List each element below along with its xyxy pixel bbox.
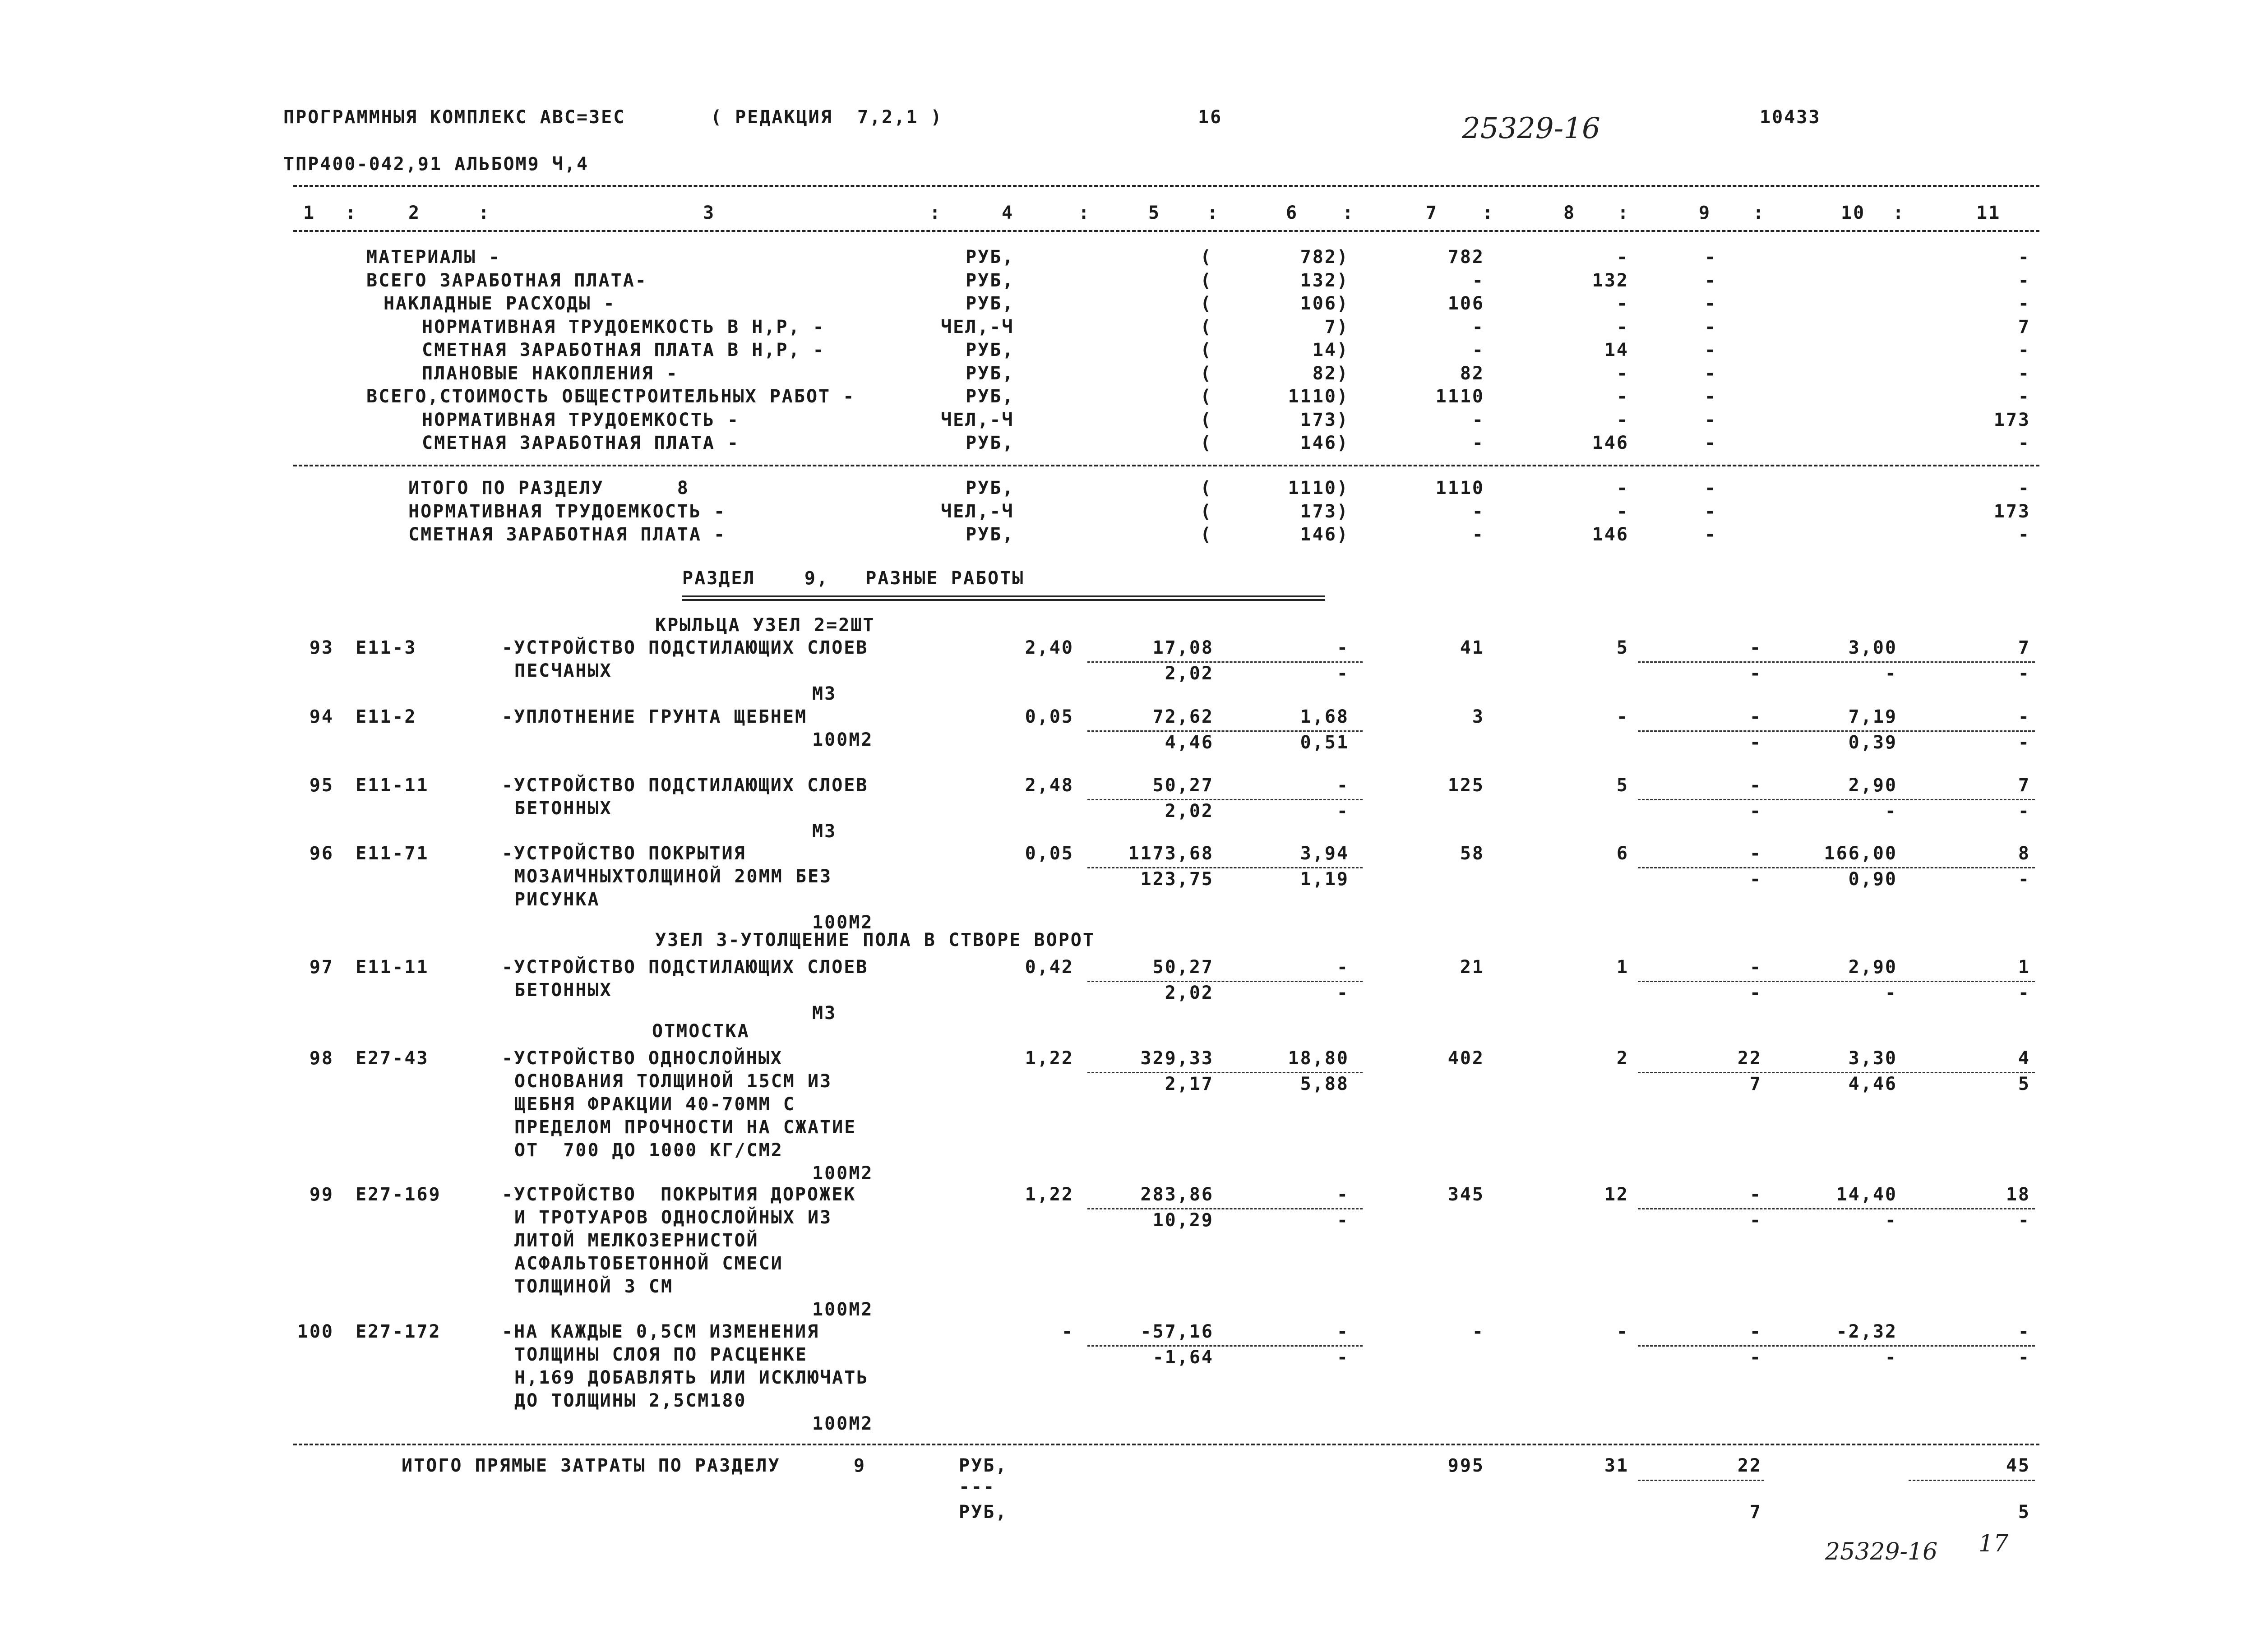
- paren-open: (: [1200, 501, 1213, 522]
- page-number: 16: [1198, 107, 1223, 128]
- paren-open: (: [1200, 478, 1213, 498]
- column-number: 10: [1841, 203, 1866, 223]
- final-total-dash: ---: [959, 1477, 996, 1497]
- item-machine-price-wages: -: [1336, 1347, 1349, 1368]
- item-col9-wages: -: [1749, 869, 1762, 890]
- item-description: И ТРОТУАРОВ ОДНОСЛОЙНЫХ ИЗ: [514, 1207, 832, 1228]
- final-total-label: ИТОГО ПРЯМЫЕ ЗАТРАТЫ ПО РАЗДЕЛУ 9: [402, 1455, 866, 1476]
- item-unit-price: 329,33: [1140, 1048, 1214, 1069]
- summary-col6: 82): [1312, 363, 1349, 384]
- item-code: Е27-172: [356, 1321, 441, 1342]
- item-col11-wages: -: [2018, 801, 2030, 821]
- column-number: 3: [703, 203, 716, 223]
- total-col11: -: [2018, 478, 2030, 498]
- item-col7: 41: [1460, 637, 1484, 658]
- item-description: ТОЛЩИНЫ СЛОЯ ПО РАСЦЕНКЕ: [514, 1344, 808, 1365]
- item-col7: 402: [1447, 1048, 1484, 1069]
- item-description: БЕТОННЫХ: [514, 980, 612, 1001]
- summary-label: НОРМАТИВНАЯ ТРУДОЕМКОСТЬ В Н,Р, -: [422, 316, 825, 337]
- summary-unit: ЧЕЛ,-Ч: [941, 409, 1014, 430]
- column-number: 4: [1002, 203, 1014, 223]
- item-col11: 8: [2018, 843, 2030, 864]
- item-code: Е11-2: [356, 706, 417, 727]
- final-total-unit: РУБ,: [959, 1455, 1008, 1476]
- item-description: -УСТРОЙСТВО ОДНОСЛОЙНЫХ: [502, 1048, 783, 1069]
- item-machine-price: -: [1336, 1184, 1349, 1205]
- summary-col11: -: [2018, 293, 2030, 314]
- item-col8: 12: [1604, 1184, 1629, 1205]
- total-col6: 173): [1300, 501, 1349, 522]
- summary-label: СМЕТНАЯ ЗАРАБОТНАЯ ПЛАТА В Н,Р, -: [422, 340, 825, 360]
- item-description: ТОЛЩИНОЙ 3 СМ: [514, 1276, 674, 1297]
- final-subrule-11: [1909, 1480, 2035, 1481]
- item-col10-wages: 4,46: [1848, 1074, 1897, 1094]
- summary-col7: 106: [1447, 293, 1484, 314]
- item-number: 99: [309, 1184, 334, 1205]
- total-col6: 146): [1300, 524, 1349, 545]
- item-unit-price: -57,16: [1140, 1321, 1214, 1342]
- item-col11: 4: [2018, 1048, 2030, 1069]
- item-unit-price: 50,27: [1152, 775, 1214, 796]
- item-quantity: 0,42: [1025, 957, 1074, 978]
- item-col11: -: [2018, 706, 2030, 727]
- item-col9: -: [1749, 957, 1762, 978]
- item-quantity: 1,22: [1025, 1048, 1074, 1069]
- summary-col7: 1110: [1435, 386, 1484, 407]
- total-unit: РУБ,: [966, 478, 1015, 498]
- item-unit-price-wages: 2,02: [1165, 663, 1214, 684]
- paren-open: (: [1200, 293, 1213, 314]
- item-col10-wages: -: [1885, 663, 1897, 684]
- item-number: 100: [297, 1321, 334, 1342]
- header-rule-top: [293, 185, 2039, 187]
- total-col8: -: [1616, 478, 1629, 498]
- item-col8: 6: [1616, 843, 1629, 864]
- total-unit: РУБ,: [966, 524, 1015, 545]
- summary-col9: -: [1704, 363, 1717, 384]
- summary-col6: 782): [1300, 247, 1349, 268]
- item-col11: -: [2018, 1321, 2030, 1342]
- total-col9: -: [1704, 501, 1717, 522]
- final-col7: 995: [1447, 1455, 1484, 1476]
- item-description: -УСТРОЙСТВО ПОКРЫТИЯ: [502, 843, 746, 864]
- paren-open: (: [1200, 386, 1213, 407]
- summary-unit: РУБ,: [966, 340, 1015, 360]
- column-separator: :: [1342, 203, 1355, 223]
- item-col10: 3,30: [1848, 1048, 1897, 1069]
- summary-label: ВСЕГО ЗАРАБОТНАЯ ПЛАТА-: [366, 270, 647, 291]
- summary-col8: -: [1616, 363, 1629, 384]
- handwritten-doc-code: 25329-16: [1462, 112, 1600, 145]
- item-machine-price-wages: -: [1336, 1210, 1349, 1231]
- summary-unit: ЧЕЛ,-Ч: [941, 316, 1014, 337]
- item-description: -НА КАЖДЫЕ 0,5СМ ИЗМЕНЕНИЯ: [502, 1321, 820, 1342]
- item-description: ОТ 700 ДО 1000 КГ/СМ2: [514, 1140, 783, 1161]
- paren-open: (: [1200, 247, 1213, 268]
- item-col9-wages: -: [1749, 663, 1762, 684]
- summary-unit: РУБ,: [966, 433, 1015, 453]
- total-label: ИТОГО ПО РАЗДЕЛУ 8: [408, 478, 689, 498]
- summary-col8: -: [1616, 409, 1629, 430]
- total-col7: -: [1472, 524, 1484, 545]
- section-title-underline: [682, 595, 1325, 601]
- item-col11-wages: 5: [2018, 1074, 2030, 1094]
- item-col10: -2,32: [1836, 1321, 1897, 1342]
- item-col10-wages: 0,39: [1848, 732, 1897, 753]
- item-col9: -: [1749, 775, 1762, 796]
- item-description: -УСТРОЙСТВО ПОКРЫТИЯ ДОРОЖЕК: [502, 1184, 856, 1205]
- item-col9: -: [1749, 637, 1762, 658]
- item-machine-price: 18,80: [1288, 1048, 1349, 1069]
- summary-col6: 7): [1324, 316, 1349, 337]
- item-col11-wages: -: [2018, 1347, 2030, 1368]
- item-machine-price: 3,94: [1300, 843, 1349, 864]
- summary-col9: -: [1704, 316, 1717, 337]
- album-reference: ТПР400-042,91 АЛЬБОМ9 Ч,4: [283, 154, 589, 175]
- item-col7: -: [1472, 1321, 1484, 1342]
- column-separator: :: [345, 203, 358, 223]
- item-unit: 100М2: [812, 912, 874, 933]
- summary-col8: 146: [1592, 433, 1629, 453]
- item-quantity: 0,05: [1025, 706, 1074, 727]
- paren-open: (: [1200, 340, 1213, 360]
- item-description: -УСТРОЙСТВО ПОДСТИЛАЮЩИХ СЛОЕВ: [502, 637, 869, 658]
- summary-col9: -: [1704, 270, 1717, 291]
- summary-col6: 173): [1300, 409, 1349, 430]
- item-quantity: 1,22: [1025, 1184, 1074, 1205]
- item-machine-price: -: [1336, 1321, 1349, 1342]
- item-col9: -: [1749, 1184, 1762, 1205]
- item-machine-price-wages: 1,19: [1300, 869, 1349, 890]
- item-description: ЩЕБНЯ ФРАКЦИИ 40-70ММ С: [514, 1094, 795, 1115]
- total-col6: 1110): [1288, 478, 1349, 498]
- total-label: СМЕТНАЯ ЗАРАБОТНАЯ ПЛАТА -: [408, 524, 726, 545]
- item-col10-wages: -: [1885, 983, 1897, 1003]
- item-col11: 1: [2018, 957, 2030, 978]
- item-col10-wages: -: [1885, 1347, 1897, 1368]
- item-description: Н,169 ДОБАВЛЯТЬ ИЛИ ИСКЛЮЧАТЬ: [514, 1367, 869, 1388]
- summary-col9: -: [1704, 386, 1717, 407]
- item-col9: 22: [1737, 1048, 1762, 1069]
- item-col11-wages: -: [2018, 1210, 2030, 1231]
- item-description: ПЕСЧАНЫХ: [514, 660, 612, 681]
- subhead-otmostka: ОТМОСТКА: [652, 1021, 750, 1042]
- total-col11: 173: [1993, 501, 2030, 522]
- item-unit-price: 50,27: [1152, 957, 1214, 978]
- item-quantity: -: [1061, 1321, 1074, 1342]
- column-separator: :: [1893, 203, 1905, 223]
- summary-col7: -: [1472, 316, 1484, 337]
- item-description: ОСНОВАНИЯ ТОЛЩИНОЙ 15СМ ИЗ: [514, 1071, 832, 1092]
- paren-open: (: [1200, 524, 1213, 545]
- item-unit-price: 17,08: [1152, 637, 1214, 658]
- footer-handwritten-code: 25329-16: [1825, 1538, 1938, 1565]
- item-col9: -: [1749, 843, 1762, 864]
- item-description: РИСУНКА: [514, 889, 600, 910]
- item-code: Е11-71: [356, 843, 429, 864]
- item-unit-price-wages: 2,02: [1165, 983, 1214, 1003]
- item-col9-wages: -: [1749, 801, 1762, 821]
- item-unit-price-wages: 10,29: [1152, 1210, 1214, 1231]
- item-description: АСФАЛЬТОБЕТОННОЙ СМЕСИ: [514, 1253, 783, 1274]
- item-col11-wages: -: [2018, 983, 2030, 1003]
- item-quantity: 2,48: [1025, 775, 1074, 796]
- summary-col7: 782: [1447, 247, 1484, 268]
- item-unit-price: 1173,68: [1128, 843, 1214, 864]
- item-unit-price-wages: 2,17: [1165, 1074, 1214, 1094]
- item-col10-wages: -: [1885, 801, 1897, 821]
- item-col9-wages: -: [1749, 983, 1762, 1003]
- summary-label: ПЛАНОВЫЕ НАКОПЛЕНИЯ -: [422, 363, 679, 384]
- summary-col11: -: [2018, 363, 2030, 384]
- item-col11-wages: -: [2018, 732, 2030, 753]
- column-separator: :: [929, 203, 942, 223]
- item-unit: 100М2: [812, 1299, 874, 1320]
- item-col9-wages: -: [1749, 1347, 1762, 1368]
- item-description: ДО ТОЛЩИНЫ 2,5СМ180: [514, 1390, 747, 1411]
- summary-col8: 132: [1592, 270, 1629, 291]
- item-col11-wages: -: [2018, 663, 2030, 684]
- item-machine-price-wages: 5,88: [1300, 1074, 1349, 1094]
- item-unit-price: 283,86: [1140, 1184, 1214, 1205]
- item-unit-price: 72,62: [1152, 706, 1214, 727]
- item-col7: 125: [1447, 775, 1484, 796]
- item-machine-price-wages: -: [1336, 663, 1349, 684]
- total-col8: -: [1616, 501, 1629, 522]
- item-machine-price: 1,68: [1300, 706, 1349, 727]
- item-col10: 3,00: [1848, 637, 1897, 658]
- section-title: РАЗДЕЛ 9, РАЗНЫЕ РАБОТЫ: [682, 568, 1025, 589]
- summary-col11: -: [2018, 270, 2030, 291]
- item-col8: -: [1616, 706, 1629, 727]
- summary-col7: 82: [1460, 363, 1484, 384]
- summary-col9: -: [1704, 433, 1717, 453]
- item-code: Е27-43: [356, 1048, 429, 1069]
- summary-col8: -: [1616, 316, 1629, 337]
- total-col9: -: [1704, 524, 1717, 545]
- item-col10: 7,19: [1848, 706, 1897, 727]
- total-col7: -: [1472, 501, 1484, 522]
- item-col8: 5: [1616, 775, 1629, 796]
- summary-label: СМЕТНАЯ ЗАРАБОТНАЯ ПЛАТА -: [422, 433, 740, 453]
- total-col8: 146: [1592, 524, 1629, 545]
- summary-unit: РУБ,: [966, 270, 1015, 291]
- summary-label: ВСЕГО,СТОИМОСТЬ ОБЩЕСТРОИТЕЛЬНЫХ РАБОТ -: [366, 386, 855, 407]
- item-machine-price: -: [1336, 957, 1349, 978]
- summary-col7: -: [1472, 409, 1484, 430]
- summary-col8: -: [1616, 247, 1629, 268]
- item-col10: 2,90: [1848, 957, 1897, 978]
- item-unit: М3: [812, 683, 837, 704]
- summary-label: НАКЛАДНЫЕ РАСХОДЫ -: [384, 293, 616, 314]
- item-description: -УСТРОЙСТВО ПОДСТИЛАЮЩИХ СЛОЕВ: [502, 775, 869, 796]
- summary-col6: 14): [1312, 340, 1349, 360]
- column-number: 9: [1699, 203, 1711, 223]
- total-col9: -: [1704, 478, 1717, 498]
- final-col8: 31: [1604, 1455, 1629, 1476]
- summary-col6: 106): [1300, 293, 1349, 314]
- summary-col9: -: [1704, 340, 1717, 360]
- column-separator: :: [1753, 203, 1766, 223]
- item-unit-price-wages: -1,64: [1152, 1347, 1214, 1368]
- item-description: БЕТОННЫХ: [514, 798, 612, 819]
- item-quantity: 2,40: [1025, 637, 1074, 658]
- summary-col8: -: [1616, 386, 1629, 407]
- item-col8: 2: [1616, 1048, 1629, 1069]
- item-number: 98: [309, 1048, 334, 1069]
- summary-col8: 14: [1604, 340, 1629, 360]
- item-code: Е11-3: [356, 637, 417, 658]
- paren-open: (: [1200, 433, 1213, 453]
- item-col11: 7: [2018, 775, 2030, 796]
- summary-col7: -: [1472, 270, 1484, 291]
- item-number: 94: [309, 706, 334, 727]
- summary-label: МАТЕРИАЛЫ -: [366, 247, 501, 268]
- column-separator: :: [1078, 203, 1091, 223]
- final-col9-wages: 7: [1749, 1502, 1762, 1523]
- summary-col6: 1110): [1288, 386, 1349, 407]
- column-separator: :: [1482, 203, 1495, 223]
- summary-col7: -: [1472, 340, 1484, 360]
- column-separator: :: [1618, 203, 1630, 223]
- summary-col11: -: [2018, 247, 2030, 268]
- column-number: 7: [1426, 203, 1438, 223]
- final-rule: [293, 1444, 2039, 1445]
- final-col11: 45: [2006, 1455, 2030, 1476]
- column-number: 2: [408, 203, 421, 223]
- item-col7: 345: [1447, 1184, 1484, 1205]
- column-separator: :: [478, 203, 491, 223]
- subhead-krylca: КРЫЛЬЦА УЗЕЛ 2=2ШТ: [655, 615, 875, 636]
- summary-col6: 132): [1300, 270, 1349, 291]
- column-separator: :: [1207, 203, 1220, 223]
- item-code: Е27-169: [356, 1184, 441, 1205]
- final-total-unit2: РУБ,: [959, 1502, 1008, 1523]
- column-number: 8: [1563, 203, 1576, 223]
- summary-unit: РУБ,: [966, 247, 1015, 268]
- footer-handwritten-page: 17: [1979, 1530, 2009, 1557]
- summary-col6: 146): [1300, 433, 1349, 453]
- summary-unit: РУБ,: [966, 293, 1015, 314]
- item-number: 95: [309, 775, 334, 796]
- summary-col11: -: [2018, 340, 2030, 360]
- final-col9: 22: [1737, 1455, 1762, 1476]
- item-machine-price: -: [1336, 637, 1349, 658]
- item-unit: М3: [812, 1003, 837, 1024]
- summary-label: НОРМАТИВНАЯ ТРУДОЕМКОСТЬ -: [422, 409, 740, 430]
- item-unit: М3: [812, 821, 837, 842]
- summary-col11: 7: [2018, 316, 2030, 337]
- item-col8: 1: [1616, 957, 1629, 978]
- header-rule-bottom: [293, 230, 2039, 232]
- item-code: Е11-11: [356, 957, 429, 978]
- summary-col9: -: [1704, 409, 1717, 430]
- summary-unit: РУБ,: [966, 363, 1015, 384]
- item-machine-price-wages: 0,51: [1300, 732, 1349, 753]
- summary-col9: -: [1704, 293, 1717, 314]
- item-number: 97: [309, 957, 334, 978]
- item-col10: 2,90: [1848, 775, 1897, 796]
- column-number: 1: [303, 203, 316, 223]
- summary-rule: [293, 465, 2039, 466]
- item-unit: 100М2: [812, 1163, 874, 1184]
- item-description: -УПЛОТНЕНИЕ ГРУНТА ЩЕБНЕМ: [502, 706, 808, 727]
- total-unit: ЧЕЛ,-Ч: [941, 501, 1014, 522]
- item-col7: 3: [1472, 706, 1484, 727]
- total-col11: -: [2018, 524, 2030, 545]
- item-col9: -: [1749, 706, 1762, 727]
- edition: ( РЕДАКЦИЯ 7,2,1 ): [711, 107, 943, 128]
- item-unit-price-wages: 123,75: [1140, 869, 1214, 890]
- item-unit-price-wages: 2,02: [1165, 801, 1214, 821]
- item-description: ПРЕДЕЛОМ ПРОЧНОСТИ НА СЖАТИЕ: [514, 1117, 857, 1138]
- item-col10: 14,40: [1836, 1184, 1897, 1205]
- item-machine-price-wages: -: [1336, 801, 1349, 821]
- final-col11-wages: 5: [2018, 1502, 2030, 1523]
- subhead-uzel3: УЗЕЛ 3-УТОЛЩЕНИЕ ПОЛА В СТВОРЕ ВОРОТ: [655, 930, 1095, 951]
- item-machine-price-wages: -: [1336, 983, 1349, 1003]
- item-unit: 100М2: [812, 1413, 874, 1434]
- document-number: 10433: [1760, 107, 1821, 128]
- total-label: НОРМАТИВНАЯ ТРУДОЕМКОСТЬ -: [408, 501, 726, 522]
- paren-open: (: [1200, 270, 1213, 291]
- item-col7: 58: [1460, 843, 1484, 864]
- item-col11: 18: [2006, 1184, 2030, 1205]
- item-machine-price: -: [1336, 775, 1349, 796]
- column-number: 6: [1286, 203, 1299, 223]
- item-col9-wages: -: [1749, 732, 1762, 753]
- item-quantity: 0,05: [1025, 843, 1074, 864]
- item-col11-wages: -: [2018, 869, 2030, 890]
- column-number: 11: [1976, 203, 2001, 223]
- item-col9: -: [1749, 1321, 1762, 1342]
- total-col7: 1110: [1435, 478, 1484, 498]
- item-col10-wages: 0,90: [1848, 869, 1897, 890]
- item-description: -УСТРОЙСТВО ПОДСТИЛАЮЩИХ СЛОЕВ: [502, 957, 869, 978]
- summary-unit: РУБ,: [966, 386, 1015, 407]
- program-name: ПРОГРАММНЫЯ КОМПЛЕКС АВС=3ЕС: [283, 107, 626, 128]
- item-unit-price-wages: 4,46: [1165, 732, 1214, 753]
- summary-col11: -: [2018, 433, 2030, 453]
- item-col9-wages: -: [1749, 1210, 1762, 1231]
- item-description: МОЗАИЧНЫХТОЛЩИНОЙ 20ММ БЕЗ: [514, 866, 832, 887]
- item-col10-wages: -: [1885, 1210, 1897, 1231]
- summary-col9: -: [1704, 247, 1717, 268]
- item-col7: 21: [1460, 957, 1484, 978]
- item-number: 93: [309, 637, 334, 658]
- item-code: Е11-11: [356, 775, 429, 796]
- item-col10: 166,00: [1824, 843, 1897, 864]
- item-col8: 5: [1616, 637, 1629, 658]
- item-number: 96: [309, 843, 334, 864]
- summary-col11: 173: [1993, 409, 2030, 430]
- paren-open: (: [1200, 316, 1213, 337]
- item-col11: 7: [2018, 637, 2030, 658]
- item-col9-wages: 7: [1749, 1074, 1762, 1094]
- column-number: 5: [1148, 203, 1161, 223]
- item-description: ЛИТОЙ МЕЛКОЗЕРНИСТОЙ: [514, 1230, 759, 1251]
- paren-open: (: [1200, 363, 1213, 384]
- item-col8: -: [1616, 1321, 1629, 1342]
- final-subrule-9: [1638, 1480, 1764, 1481]
- item-unit: 100М2: [812, 729, 874, 750]
- paren-open: (: [1200, 409, 1213, 430]
- summary-col7: -: [1472, 433, 1484, 453]
- summary-col11: -: [2018, 386, 2030, 407]
- summary-col8: -: [1616, 293, 1629, 314]
